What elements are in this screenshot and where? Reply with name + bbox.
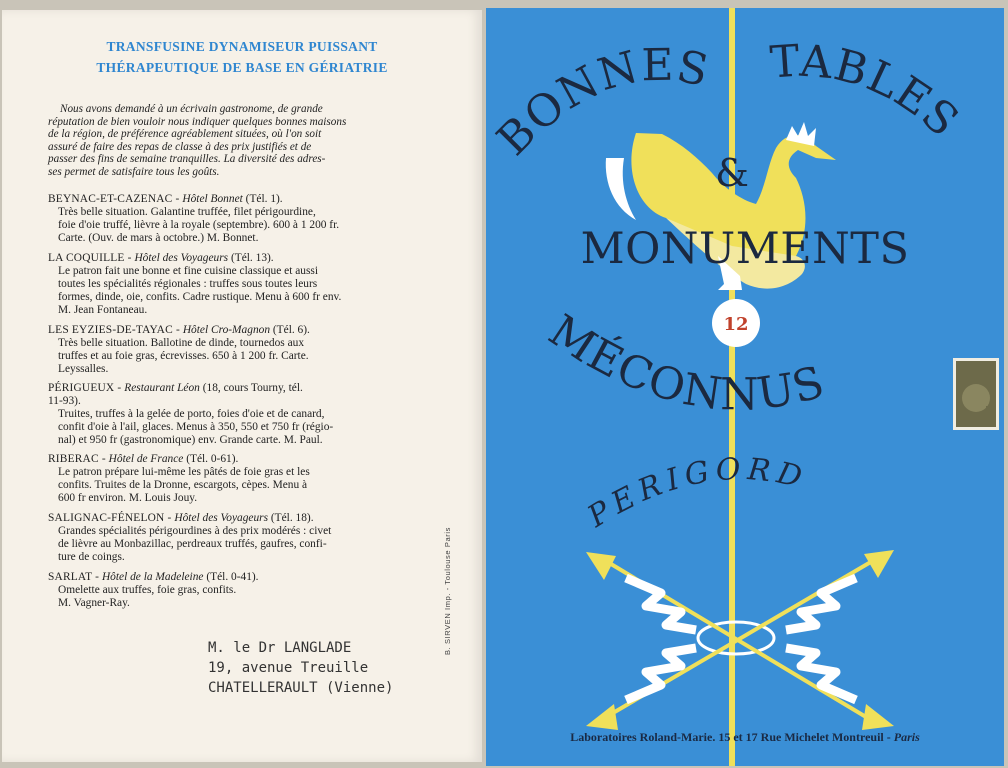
address-stamp	[208, 638, 393, 698]
entry-line: 11-93).	[48, 395, 81, 407]
entry-line: Très belle situation. Ballotine de dinde, tournedos aux	[58, 337, 305, 349]
entry-line: formes, dinde, oie, confits. Cadre rustique. Menu à 600 fr env.	[58, 291, 342, 303]
title-monuments: MONUMENTS	[580, 224, 910, 274]
intro-paragraph	[48, 103, 404, 178]
address-line: CHATELLERAULT (Vienne)	[208, 680, 394, 696]
entry-tel: (Tél. 1).	[245, 193, 283, 205]
entry-tel: (Tél. 0-41).	[206, 571, 259, 583]
intro-line: assuré de faire des repas de classe à des prix justifiés et de	[48, 140, 312, 153]
left-page	[2, 10, 482, 762]
entry-line: de lièvre au Monbazillac, perdreaux truffés, gaufres, confi-	[58, 538, 327, 550]
entry-town: BEYNAC-ET-CAZENAC -	[48, 193, 180, 205]
entry-hotel: Hôtel de la Madeleine	[101, 571, 204, 583]
entry-line: Leyssalles.	[58, 363, 109, 375]
entry-tel: (Tél. 6).	[272, 324, 310, 336]
intro-line: ses permet de satisfaire tous les goûts.	[48, 165, 220, 178]
entry-hotel: Hôtel Bonnet	[182, 193, 243, 205]
entry-hotel: Hôtel des Voyageurs	[174, 512, 269, 524]
entry-town: SALIGNAC-FÉNELON -	[48, 512, 172, 524]
entry-tel: (18, cours Tourny, tél.	[202, 382, 303, 394]
footer-city: Paris	[893, 730, 920, 744]
entry-line: M. Vagner-Ray.	[58, 597, 130, 609]
restaurant-entry-les-eyzies	[48, 324, 406, 376]
title-bonnes: BONNES	[487, 39, 714, 166]
postage-stamp	[953, 358, 999, 430]
title-perigord: PERIGORD	[581, 451, 812, 535]
entry-town: SARLAT -	[48, 571, 100, 583]
heading-line-2: THÉRAPEUTIQUE DE BASE EN GÉRIATRIE	[96, 60, 388, 75]
entry-line: confits. Truites de la Dronne, escargots, cèpes. Menu à	[58, 479, 308, 491]
intro-line: passer des fins de semaine tranquilles. La diversité des adres-	[48, 153, 326, 165]
title-tables: TABLES	[768, 35, 969, 148]
entry-tel: (Tél. 13).	[230, 252, 274, 264]
entry-line: Truites, truffes à la gelée de porto, foies d'oie et de canard,	[58, 408, 325, 420]
entry-line: Très belle situation. Galantine truffée, filet périgourdine,	[58, 206, 316, 218]
entry-hotel: Restaurant Léon	[124, 382, 200, 394]
entry-line: Le patron prépare lui-même les pâtés de foie gras et les	[58, 466, 310, 478]
entry-town: LES EYZIES-DE-TAYAC -	[48, 324, 180, 336]
entry-line: 600 fr environ. M. Louis Jouy.	[58, 492, 198, 504]
entry-line: nal) et 950 fr (gastronomique) env. Grande carte. M. Paul.	[58, 434, 323, 446]
entry-line: Grandes spécialités périgourdines à des prix modérés : civet	[58, 525, 332, 537]
restaurant-entry-la-coquille	[48, 252, 406, 317]
entry-town: RIBERAC -	[48, 453, 106, 465]
title-meconnus: MÉCONNUS	[539, 305, 831, 421]
restaurant-entry-riberac	[48, 453, 406, 505]
heading-line-1: TRANSFUSINE DYNAMISEUR PUISSANT	[106, 39, 378, 54]
entry-line: ture de coings.	[58, 551, 125, 563]
cover-artwork	[486, 8, 1004, 766]
entry-tel: (Tél. 0-61).	[186, 453, 239, 465]
entry-line: toutes les spécialités régionales : truffes sous toutes leurs	[58, 278, 318, 290]
intro-line: réputation de bien vouloir nous indiquer quelques bonnes maisons	[48, 115, 347, 128]
restaurant-entry-perigueux	[48, 382, 406, 447]
intro-line: de la région, de préférence agréablement situées, où l'on soit	[48, 128, 322, 140]
title-ampersand: &	[715, 151, 749, 195]
entry-line: Le patron fait une bonne et fine cuisine classique et aussi	[58, 265, 318, 277]
entry-line: Carte. (Ouv. de mars à octobre.) M. Bonnet.	[58, 232, 259, 244]
restaurant-entry-sarlat	[48, 571, 406, 610]
entry-line: truffes et au foie gras, écrevisses. 650 à 1 200 fr. Carte.	[58, 350, 309, 362]
entry-hotel: Hôtel des Voyageurs	[134, 252, 229, 264]
entry-line: M. Jean Fontaneau.	[58, 304, 148, 316]
entry-hotel: Hôtel de France	[108, 453, 184, 465]
compass-arrows-icon	[586, 550, 894, 730]
address-line: 19, avenue Treuille	[208, 660, 369, 676]
entry-line: confit d'oie à l'ail, glaces. Menus à 350, 550 et 750 fr (régio-	[58, 421, 334, 433]
cover-page	[486, 8, 1004, 766]
intro-line: Nous avons demandé à un écrivain gastronome, de grande	[60, 103, 323, 115]
address-line: M. le Dr LANGLADE	[208, 640, 352, 656]
restaurant-entry-salignac	[48, 512, 406, 564]
restaurant-entry-beynac	[48, 193, 406, 245]
entry-hotel: Hôtel Cro-Magnon	[182, 324, 271, 336]
entry-line: foie d'oie truffé, lièvre à la royale (septembre). 600 à 1 200 fr.	[58, 219, 340, 231]
entry-line: Omelette aux truffes, foie gras, confits.	[58, 584, 237, 596]
entry-town: PÉRIGUEUX -	[48, 382, 122, 394]
entry-tel: (Tél. 18).	[270, 512, 314, 524]
issue-number: 12	[723, 314, 749, 335]
printer-imprint: B. SIRVEN Imp. - Toulouse Paris	[443, 527, 452, 655]
cover-footer	[486, 730, 1004, 745]
footer-address: Laboratoires Roland-Marie. 15 et 17 Rue Michelet Montreuil -	[570, 730, 891, 744]
entry-town: LA COQUILLE -	[48, 252, 132, 264]
